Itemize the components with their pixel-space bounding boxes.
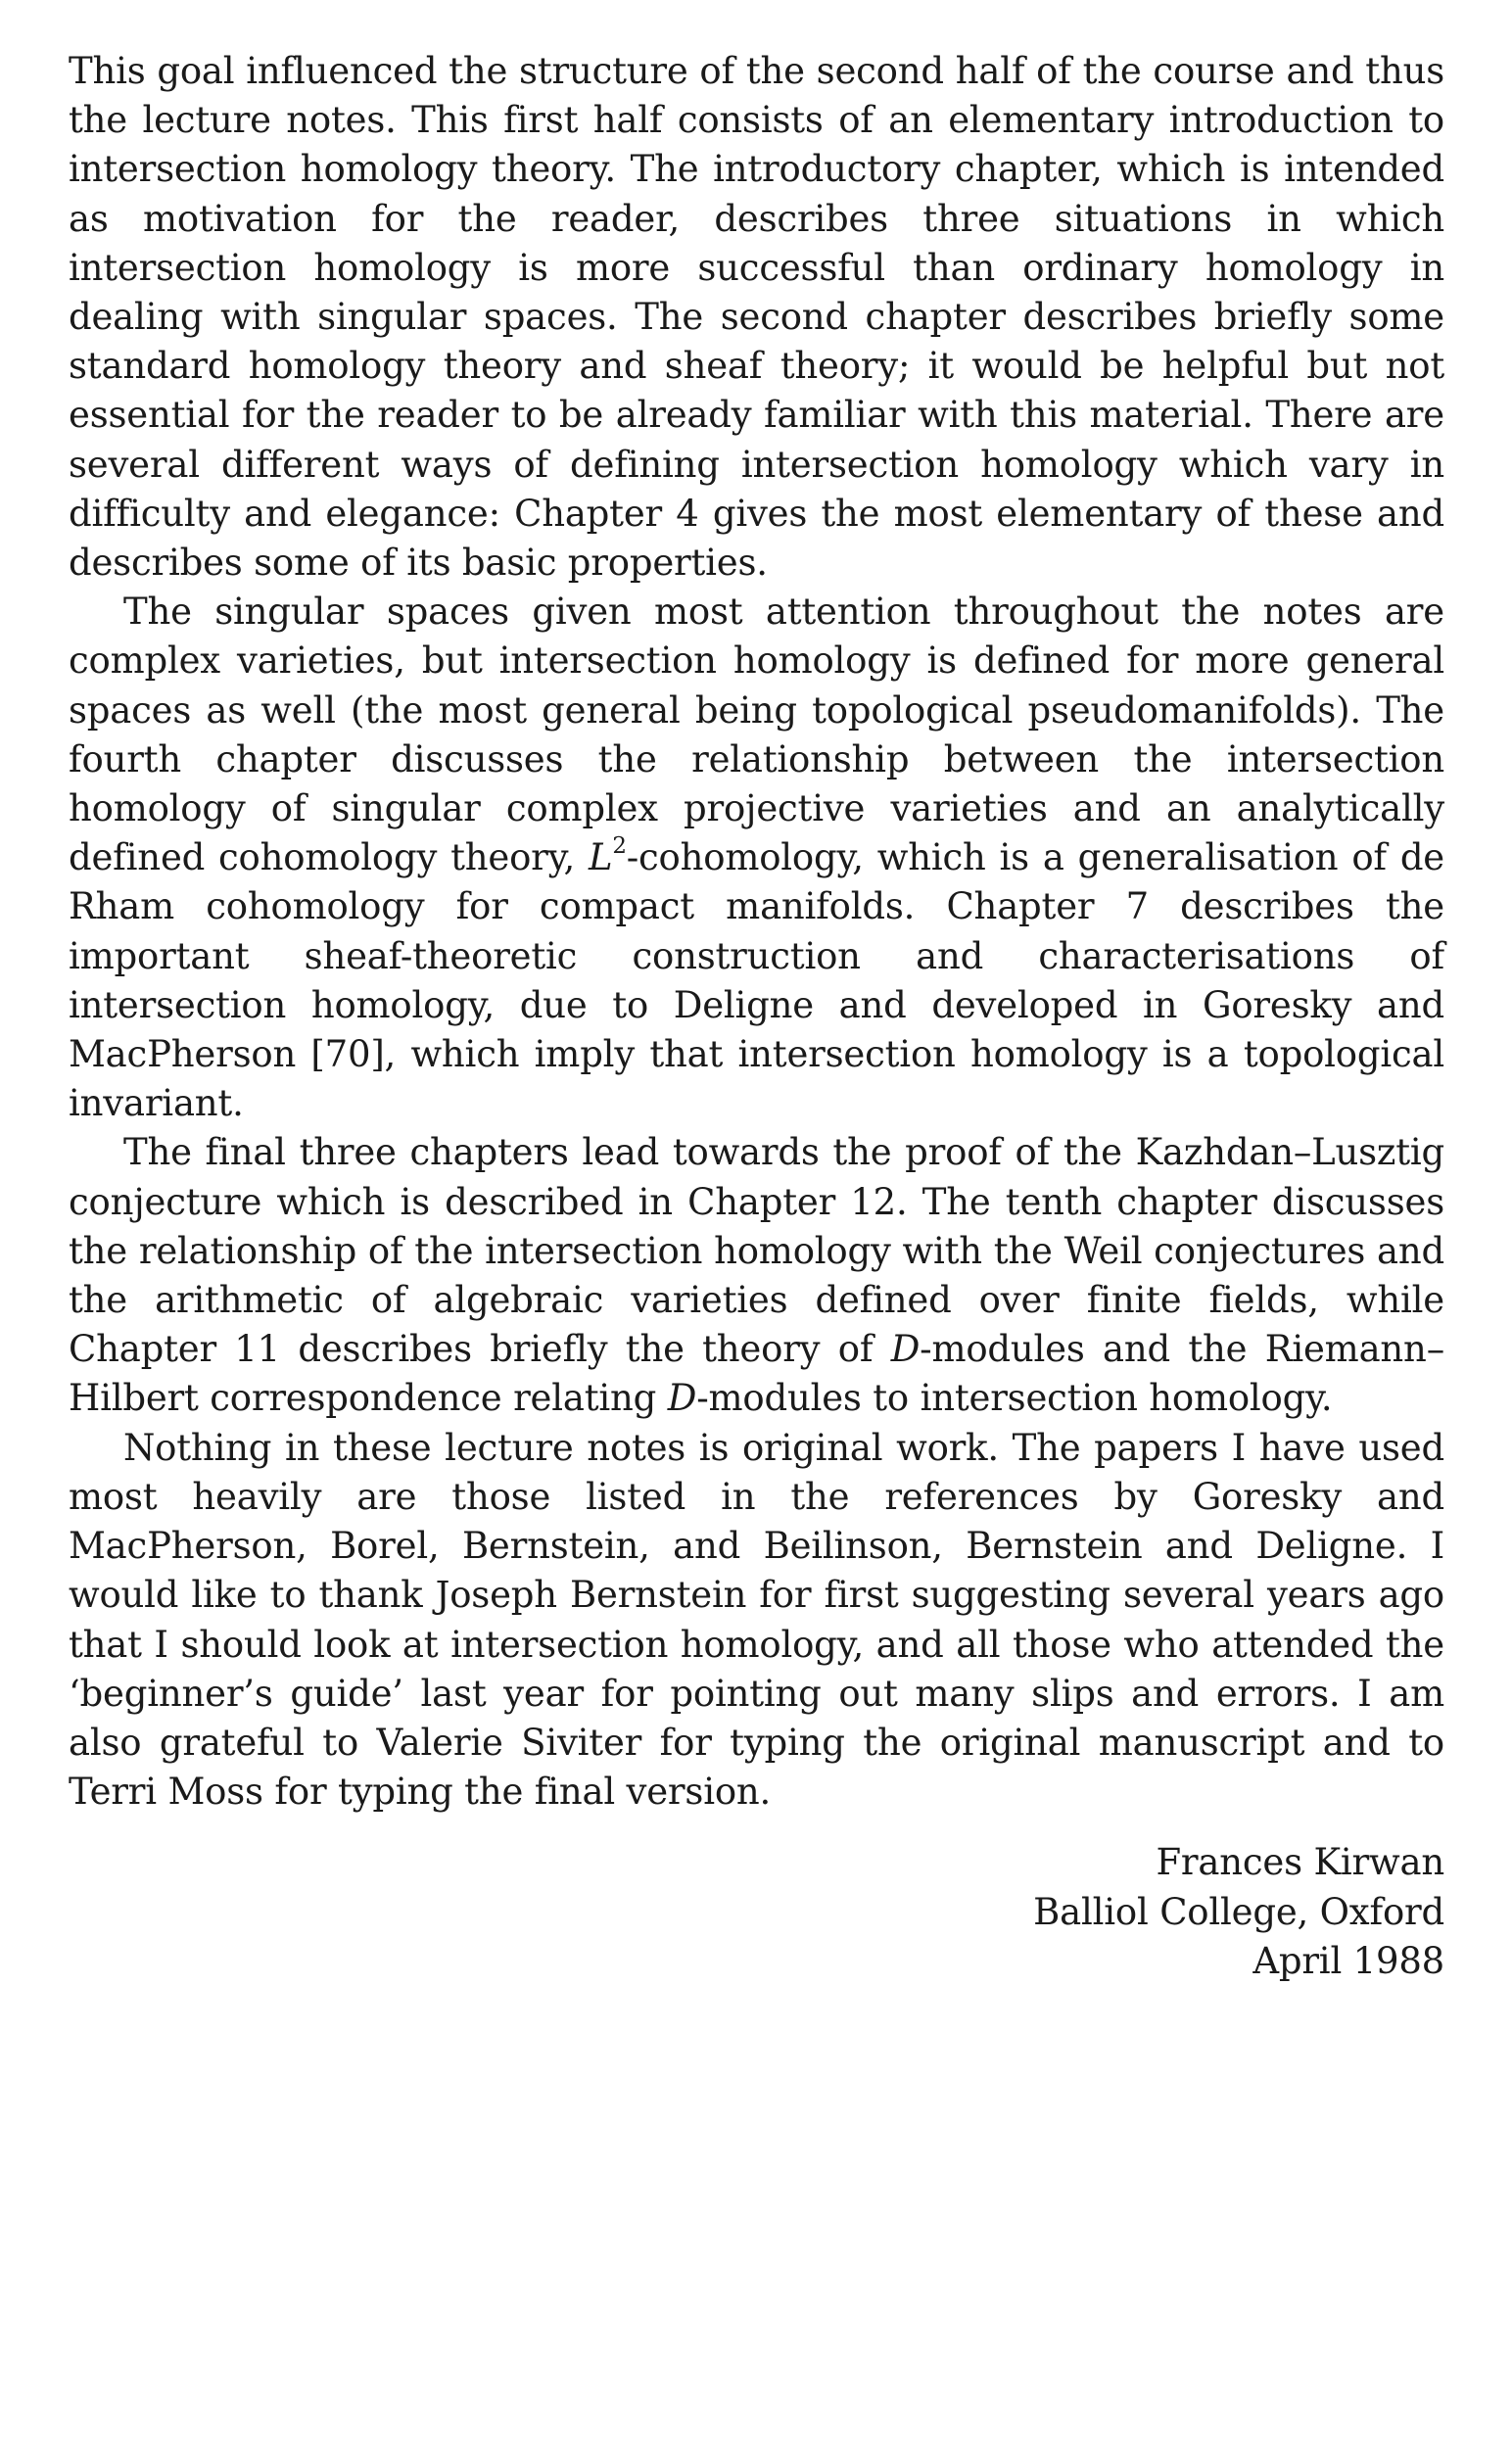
paragraph-2-part-2: -cohomology, which is a generalisation of de Rham cohomology for compact manifolds. Chapter 7 describes the important sheaf-theoretic construction and characterisations of intersection homology, due to Deligne and developed in Goresky and MacPherson [70], which imply that intersection homology is a topological invariant. [69, 836, 1445, 1125]
signature-date: April 1988 [1252, 1939, 1444, 1982]
author-name: Frances Kirwan [1156, 1841, 1444, 1884]
paragraph-3 [69, 1128, 1444, 1423]
paragraph-3-part-2: -modules and the Riemann–Hilbert correspondence relating [69, 1328, 1444, 1420]
math-l: L [588, 836, 613, 879]
paragraph-3-part-1: The final three chapters lead towards the proof of the Kazhdan–Lusztig conjecture which is described in Chapter 12. The tenth chapter discusses the relationship of the intersection homology with the Weil conjectures and the arithmetic of algebraic varieties defined over finite fields, while Chapter 11 describes briefly the theory of [69, 1131, 1444, 1371]
math-superscript: 2 [612, 833, 627, 860]
paragraph-1: This goal influenced the structure of the second half of the course and thus the lecture notes. This first half consists of an elementary introduction to intersection homology theory. The introductory chapter, which is intended as motivation for the reader, describes three situations in which intersection homology is more successful than ordinary homology in dealing with singular spaces. The second chapter describes briefly some standard homology theory and sheaf theory; it would be helpful but not essential for the reader to be already familiar with this material. There are several different ways of defining intersection homology which vary in difficulty and elegance: Chapter 4 gives the most elementary of these and describes some of its basic properties. [69, 50, 1444, 585]
paragraph-3-part-3: -modules to intersection homology. [696, 1377, 1333, 1420]
author-affiliation: Balliol College, Oxford [1033, 1890, 1444, 1933]
paragraph-4: Nothing in these lecture notes is original work. The papers I have used most heavily are those listed in the references by Goresky and MacPherson, Borel, Bernstein, and Beilinson, Bernstein and Deligne. I would like to thank Joseph Bernstein for first suggesting several years ago that I should look at intersection homology, and all those who attended the ‘beginner’s guide’ last year for pointing out many slips and errors. I am also grateful to Valerie Siviter for typing the original manuscript and to Terri Moss for typing the final version. [69, 1426, 1444, 1814]
paragraph-2 [69, 588, 1444, 1128]
signature-block [69, 1838, 1444, 1986]
math-d-1: D [890, 1328, 921, 1371]
preface-page [69, 47, 1444, 1986]
paragraph-2-part-1: The singular spaces given most attention throughout the notes are complex varieties, but intersection homology is defined for more general spaces as well (the most general being topological pseudomanifolds). The fourth chapter discusses the relationship between the intersection homology of singular complex projective varieties and an analytically defined cohomology theory, [69, 591, 1444, 879]
math-d-2: D [667, 1377, 697, 1420]
